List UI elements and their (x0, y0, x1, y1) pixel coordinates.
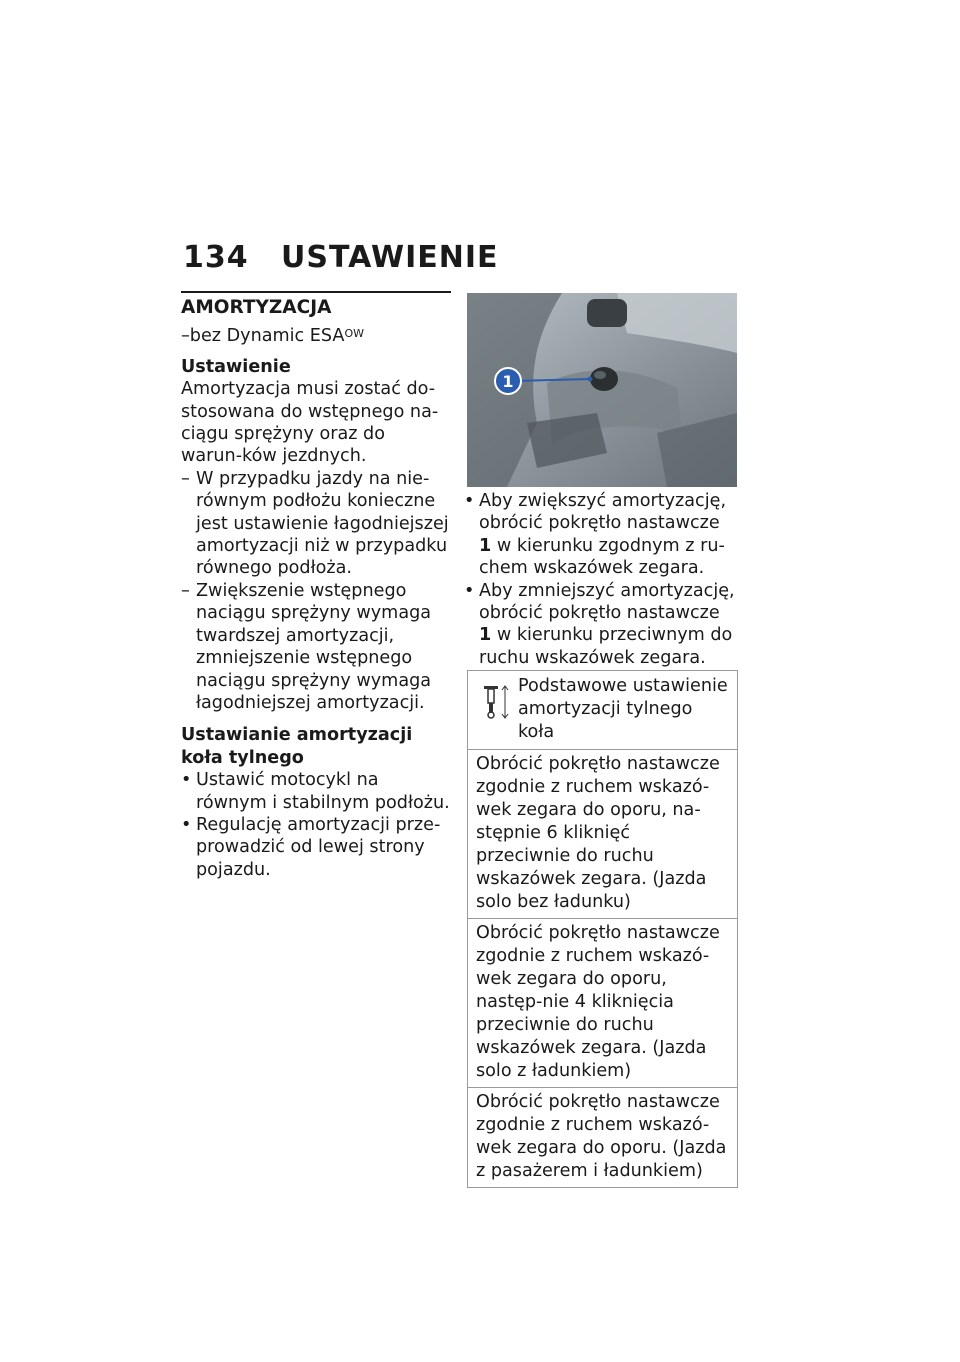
intro-paragraph: Amortyzacja musi zostać do-stosowana do wstępnego na-ciągu sprężyny oraz do warun-ków jezdnych. (181, 379, 439, 467)
spec-row: Obrócić pokrętło nastawcze zgodnie z ruchem wskazó-wek zegara do oporu, na-stępnie 6 kliknięć przeciwnie do ruchu wskazówek zegara. (Jazda solo bez ładunku) (468, 750, 737, 919)
list-item: • Regulację amortyzacji prze-prowadzić od lewej strony pojazdu. (181, 814, 451, 881)
list-item (464, 490, 736, 580)
section-title: AMORTYZACJA (181, 297, 332, 318)
ref-number: 1 (479, 535, 492, 556)
dash-list (181, 468, 451, 714)
list-item: • Ustawić motocykl na równym i stabilnym podłożu. (181, 769, 451, 814)
spec-table-header (468, 671, 737, 750)
bullet-list (181, 769, 451, 881)
variant-note (181, 325, 451, 347)
callout-label: 1 (502, 372, 514, 391)
subheading-rear-damping: Ustawianie amortyzacji koła tylnego (181, 725, 413, 768)
section-rule (181, 291, 451, 293)
list-item: – Zwiększenie wstępnego naciągu sprężyny wymaga twardszej amortyzacji, zmniejszenie wstępnego naciągu sprężyny wymaga łagodniejszej amortyzacji. (181, 580, 451, 714)
variant-superscript: OW (344, 327, 364, 341)
adjuster-knob (590, 367, 618, 391)
list-item (464, 580, 736, 670)
subheading-setting: Ustawienie (181, 356, 291, 377)
step-text: Aby zwiększyć amortyzację, obrócić pokrętło nastawcze (479, 491, 727, 534)
damping-adjuster-photo (467, 293, 737, 487)
right-column (464, 490, 736, 669)
adjust-steps (464, 490, 736, 669)
step-text: Aby zmniejszyć amortyzację, obrócić pokrętło nastawcze (479, 580, 735, 624)
page-header (183, 240, 498, 275)
step-tail: w kierunku zgodnym z ru-chem wskazówek zegara. (479, 535, 725, 579)
handle-grip (587, 299, 627, 327)
adjuster-illustration (467, 293, 737, 487)
shock-absorber-icon (480, 675, 514, 727)
left-column (181, 291, 451, 881)
ref-number: 1 (479, 625, 492, 646)
variant-note-text: –bez Dynamic ESA (181, 326, 345, 347)
spec-table (467, 670, 738, 1188)
chapter-title: USTAWIENIE (281, 240, 499, 275)
spec-table-title: Podstawowe ustawienie amortyzacji tylnego koła (518, 676, 728, 742)
list-item: – W przypadku jazdy na nie-równym podłożu konieczne jest ustawienie łagodniejszej amortyzacji niż w przypadku równego podłoża. (181, 468, 451, 580)
step-tail: w kierunku przeciwnym do ruchu wskazówek zegara. (479, 625, 733, 668)
spec-row: Obrócić pokrętło nastawcze zgodnie z ruchem wskazó-wek zegara do oporu. (Jazda z pasażerem i ładunkiem) (476, 1092, 727, 1181)
spec-row: Obrócić pokrętło nastawcze zgodnie z ruchem wskazó-wek zegara do oporu, następ-nie 4 kliknięcia przeciwnie do ruchu wskazówek zegara. (Jazda solo z ładunkiem) (468, 919, 737, 1088)
page-number: 134 (183, 240, 249, 275)
